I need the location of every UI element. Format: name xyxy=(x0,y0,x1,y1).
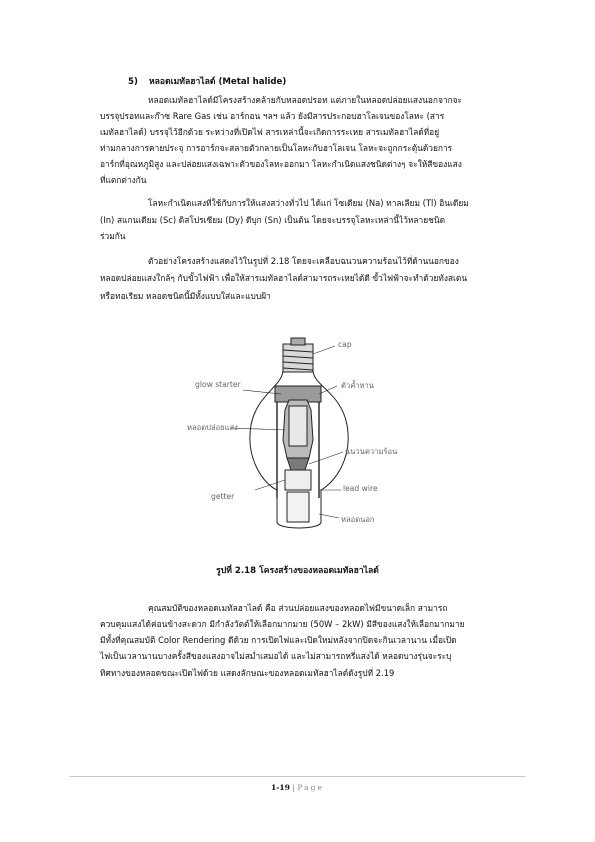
label-glow-starter: glow starter xyxy=(195,380,241,389)
paragraph-line: ท่ามกลางการคายประจุ การอาร์กจะสลายตัวกลายเป็นโลหะกับฮาโลเจน โลหะจะถูกกระตุ้นด้วยการ xyxy=(100,143,453,153)
label-getter: getter xyxy=(211,492,235,501)
paragraph-line: เมทัลฮาไลด์) บรรจุไว้อีกด้วย ระหว่างที่เปิดไฟ สารเหล่านี้จะเกิดการระเหย สารเมทัลฮาไลด์ที่อยู่ xyxy=(100,127,440,137)
figure-caption: รูปที่ 2.18 โครงสร้างของหลอดเมทัลฮาไลด์ xyxy=(216,566,379,576)
paragraph-line: โลหะกำเนิดแสงที่ใช้กับการให้แสงสว่างทั่วไป ได้แก่ โซเดียม (Na) ทาลเลียม (Tl) อินเดียม xyxy=(148,198,469,208)
label-heat-insulation: ฉนวนความร้อน xyxy=(345,447,398,456)
paragraph-line: ที่แตกต่างกัน xyxy=(100,175,147,185)
paragraph-line: หลอดปล่อยแสงใกล้ๆ กับขั้วไฟฟ้า เพื่อให้สารเมทัลฮาไลด์สามารถระเหยได้ดี ขั้วไฟฟ้าจะทำด้วยทังสเตน xyxy=(100,273,468,283)
metal-halide-lamp-diagram xyxy=(185,330,425,540)
paragraph-line: คุณสมบัติของหลอดเมทัลฮาไลด์ คือ ส่วนปล่อยแสงของหลอดไฟมีขนาดเล็ก สามารถ xyxy=(148,603,448,613)
paragraph-line: มีทั้งที่คุณสมบัติ Color Rendering ดีด้วย การเปิดไฟและเปิดใหม่หลังจากปิดจะกินเวลานาน เมื่อเปิด xyxy=(100,635,457,645)
label-cap: cap xyxy=(338,340,352,349)
section-number: 5) xyxy=(128,77,138,87)
paragraph-line: ร่วมกัน xyxy=(100,231,126,241)
paragraph-line: ตัวอย่างโครงสร้างแสดงไว้ในรูปที่ 2.18 โดยจะเคลือบฉนวนความร้อนไว้ที่ด้านนอกของ xyxy=(148,256,459,266)
footer-separator: | xyxy=(292,783,295,792)
paragraph-line: ควบคุมแสงได้ค่อนข้างสะดวก มีกำลังวัตต์ให้เลือกมากมาย (50W – 2kW) มีสีของแสงให้เลือกมากมาย xyxy=(100,619,465,629)
footer-divider xyxy=(70,776,525,777)
paragraph-line: บรรจุปรอทและก๊าซ Rare Gas เช่น อาร์กอน ฯลฯ แล้ว ยังมีสารประกอบฮาโลเจนของโลหะ (สาร xyxy=(100,111,445,121)
paragraph-line: ไฟเป็นเวลานานบางครั้งสีของแสงอาจไม่สม่ำเสมอได้ และไม่สามารถหรี่แสงได้ หลอดบางรุ่นจะระบุ xyxy=(100,651,452,661)
section-title: หลอดเมทัลฮาไลด์ (Metal halide) xyxy=(149,77,287,87)
lamp-figure xyxy=(185,330,425,540)
page-footer xyxy=(0,783,595,792)
paragraph-line: หลอดเมทัลฮาไลด์มีโครงสร้างคล้ายกับหลอดปรอท แต่ภายในหลอดปล่อยแสงนอกจากจะ xyxy=(148,95,463,105)
paragraph-line: อาร์กที่อุณหภูมิสูง และปล่อยแสงเฉพาะตัวของโลหะออกมา โลหะกำเนิดแสงชนิดต่างๆ จะให้สีของแสง xyxy=(100,159,462,169)
label-outer-bulb: หลอดนอก xyxy=(341,515,375,524)
label-lead-wire: lead wire xyxy=(343,484,378,493)
section-heading xyxy=(128,74,286,88)
label-support: ตัวค้ำหาน xyxy=(341,381,375,390)
page-label: Page xyxy=(297,783,325,792)
paragraph-line: หรือทอเรียม หลอดชนิดนี้มีทั้งแบบใส่และแบบฝ้า xyxy=(100,291,271,301)
paragraph-line: ทิศทางของหลอดขณะเปิดไฟด้วย แสดงลักษณะของหลอดเมทัลฮาไลด์ดังรูปที่ 2.19 xyxy=(100,668,395,678)
page-number: 1-19 xyxy=(270,783,290,792)
label-arc-tube: หลอดปล่อยแสง xyxy=(187,423,238,432)
paragraph-line: (In) สแกนเดียม (Sc) ดิสโปรเซียม (Dy) ดีบุก (Sn) เป็นต้น โดยจะบรรจุโลหะเหล่านี้ไว้หลายชนิด xyxy=(100,215,446,225)
